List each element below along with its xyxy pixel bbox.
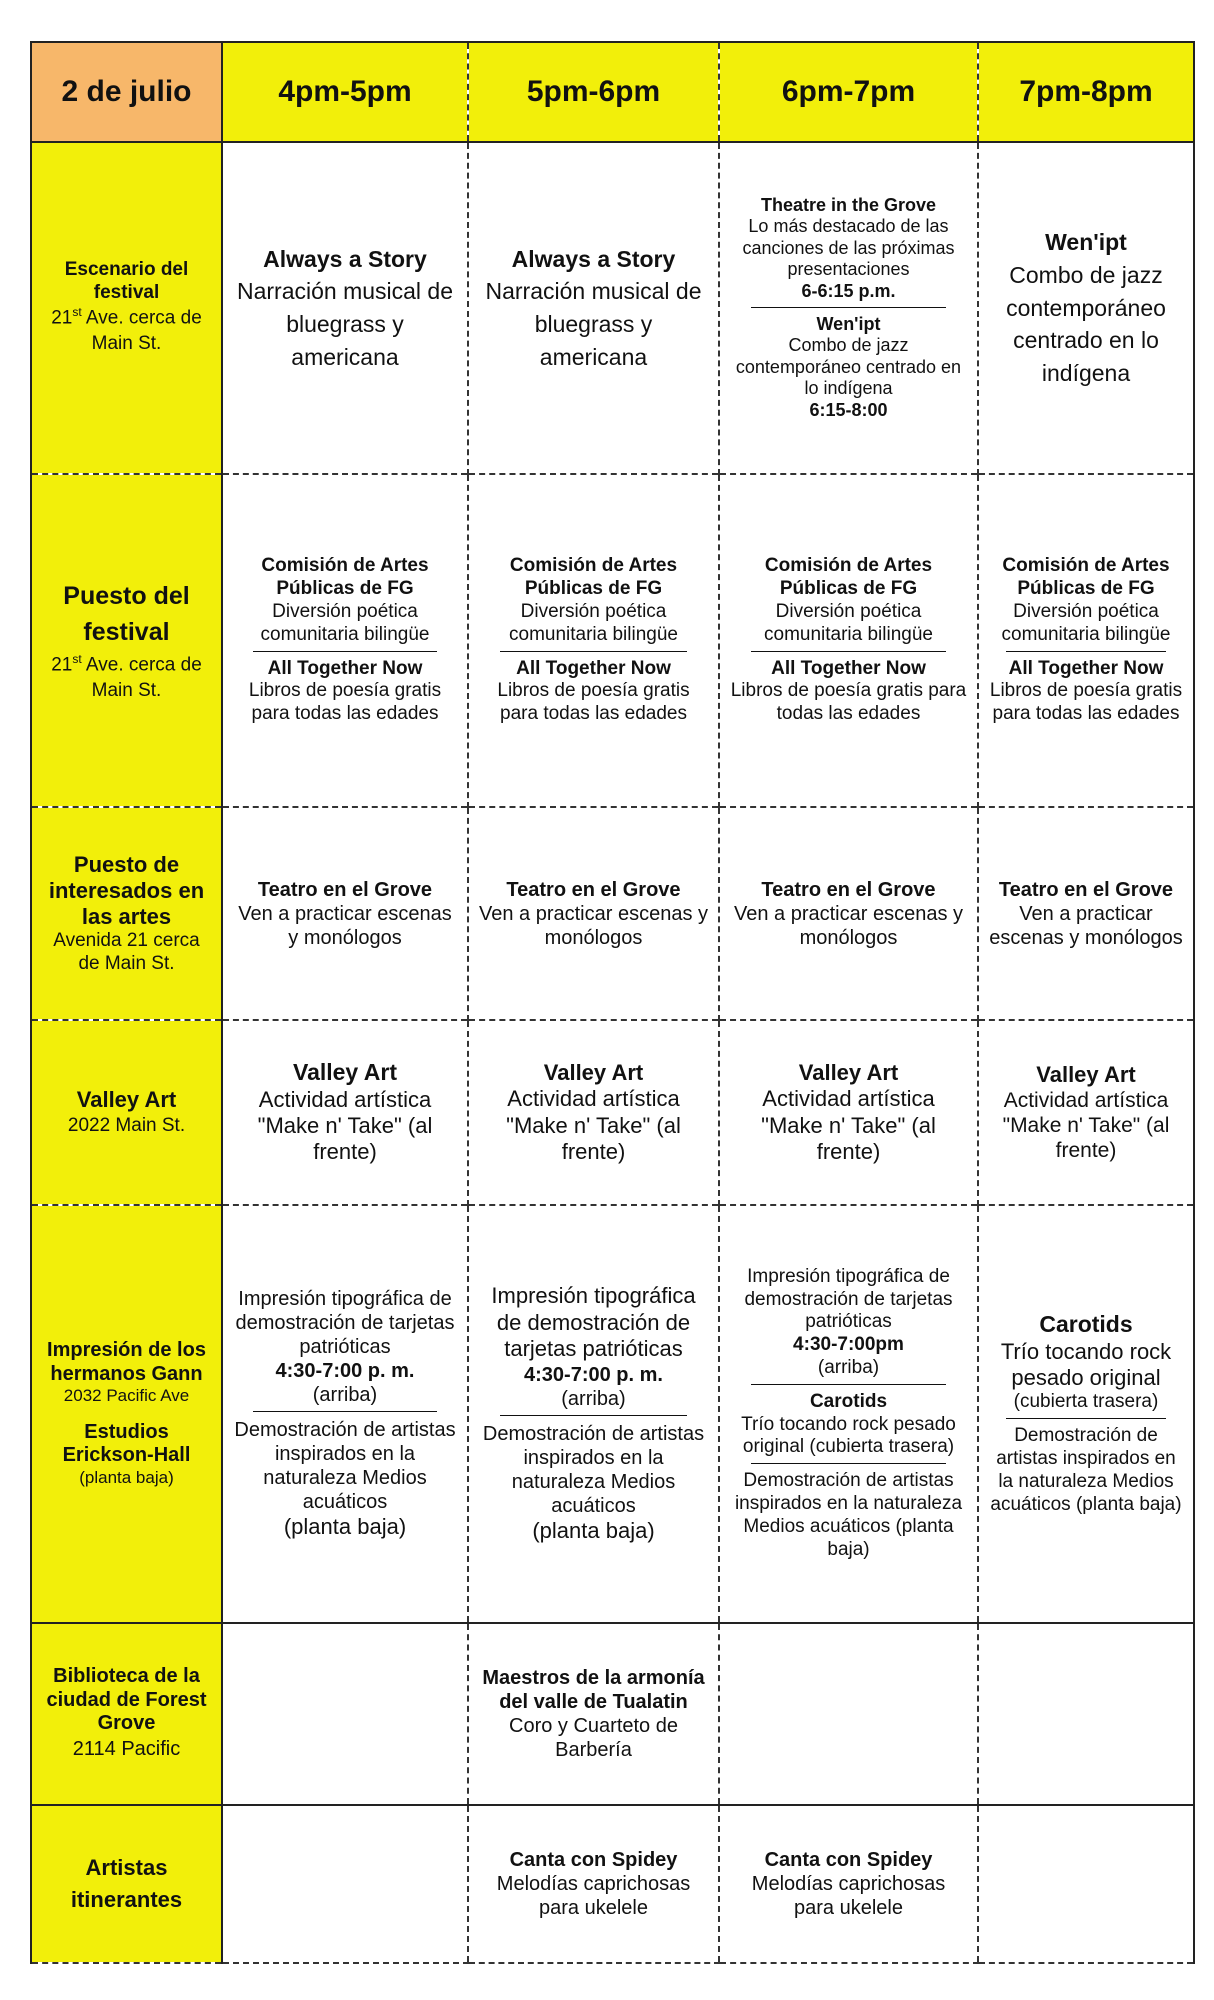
location-name-2: Estudios Erickson-Hall — [62, 1420, 191, 1467]
event-description: Actividad artística "Make n' Take" (al frente) — [257, 1086, 433, 1165]
event-cell — [978, 807, 1194, 1020]
event-title: Canta con Spidey — [509, 1848, 678, 1871]
location-name: Puesto de interesados en las artes — [48, 852, 205, 930]
divider — [253, 1411, 437, 1412]
event-description: Diversión poética comunitaria bilingüe — [764, 601, 933, 645]
divider — [751, 651, 945, 652]
event-cell — [222, 1205, 468, 1623]
event-description: Trío tocando rock pesado original (cubierta trasera) — [741, 1413, 956, 1458]
event-description: Coro y Cuarteto de Barbería — [509, 1714, 678, 1761]
event-cell — [978, 142, 1194, 474]
event-title: Carotids — [1039, 1310, 1133, 1337]
divider — [500, 1415, 688, 1416]
location-cell — [31, 807, 222, 1020]
address-ordinal: st — [72, 651, 82, 666]
event-title: Teatro en el Grove — [257, 878, 433, 901]
event-cell — [222, 142, 468, 474]
slot-header-3: 6pm-7pm — [719, 42, 978, 142]
event-cell-empty — [978, 1805, 1194, 1963]
location-address: 2114 Pacific — [72, 1737, 181, 1760]
event-description: Ven a practicar escenas y monólogos — [733, 902, 963, 949]
event-cell-empty — [222, 1805, 468, 1963]
address-street: Ave. cerca de Main St. — [81, 654, 202, 701]
event-note: (arriba) — [817, 1357, 880, 1379]
slot-header-1: 4pm-5pm — [222, 42, 468, 142]
divider — [500, 651, 688, 652]
event-time: 4:30-7:00 p. m. — [524, 1363, 663, 1386]
event-time: 6-6:15 p.m. — [801, 280, 896, 301]
row-artistas-itinerantes — [31, 1805, 1194, 1963]
event-description: Impresión tipográfica de demostración de tarjetas patrióticas — [744, 1265, 953, 1333]
event-description: Libros de poesía gratis para todas las edades — [248, 680, 442, 725]
event-description: Libros de poesía gratis para todas las edades — [497, 680, 690, 725]
event-title: Wen'ipt — [1045, 229, 1127, 256]
event-cell — [719, 1205, 978, 1623]
event-cell — [468, 142, 719, 474]
location-cell — [31, 142, 222, 474]
event-title: Valley Art — [543, 1059, 644, 1085]
event-title: Theatre in the Grove — [760, 194, 937, 215]
event-title: Teatro en el Grove — [506, 878, 681, 901]
event-description: Ven a practicar escenas y monólogos — [479, 902, 709, 949]
event-cell — [978, 1205, 1194, 1623]
location-cell — [31, 474, 222, 807]
event-title: Valley Art — [1036, 1061, 1136, 1087]
event-cell — [468, 1623, 719, 1805]
event-description: Impresión tipográfica de demostración de tarjetas patrióticas — [235, 1287, 455, 1358]
address-ordinal: st — [72, 305, 82, 320]
event-title: Maestros de la armonía del valle de Tualatin — [482, 1666, 705, 1713]
event-cell — [719, 1020, 978, 1204]
event-note: (planta baja) — [283, 1513, 407, 1539]
event-cell — [468, 1020, 719, 1204]
event-description: Lo más destacado de las canciones de las próximas presentaciones — [742, 216, 955, 280]
location-name: Valley Art — [76, 1086, 177, 1112]
event-cell — [719, 1805, 978, 1963]
event-description: Combo de jazz contemporáneo centrado en lo indígena — [735, 335, 962, 399]
location-address — [42, 304, 211, 357]
event-title: All Together Now — [267, 657, 423, 679]
event-cell-empty — [978, 1623, 1194, 1805]
divider — [751, 1463, 945, 1464]
location-address — [42, 651, 211, 704]
event-description: Diversión poética comunitaria bilingüe — [260, 601, 430, 645]
event-description: Actividad artística "Make n' Take" (al frente) — [761, 1086, 936, 1164]
event-description: Melodías caprichosas para ukelele — [751, 1872, 946, 1919]
divider — [1006, 1418, 1165, 1419]
event-note: (arriba) — [561, 1387, 626, 1410]
event-cell — [468, 1205, 719, 1623]
event-title: Comisión de Artes Públicas de FG — [1002, 555, 1170, 600]
event-cell — [468, 474, 719, 807]
event-title: Valley Art — [293, 1059, 397, 1086]
event-description: Demostración de artistas inspirados en la naturaleza Medios acuáticos — [234, 1418, 456, 1513]
divider — [751, 1384, 945, 1385]
location-note: (planta baja) — [79, 1467, 174, 1487]
row-impresion — [31, 1205, 1194, 1623]
event-cell — [719, 474, 978, 807]
event-cell — [222, 807, 468, 1020]
address-number: 21 — [51, 654, 73, 676]
event-title: Valley Art — [798, 1059, 899, 1085]
header-row — [31, 42, 1194, 142]
event-title: All Together Now — [771, 657, 926, 679]
location-name: Biblioteca de la ciudad de Forest Grove — [46, 1664, 207, 1735]
location-cell — [31, 1020, 222, 1204]
event-title: Comisión de Artes Públicas de FG — [261, 555, 429, 600]
location-name: Artistas itinerantes — [70, 1855, 183, 1912]
event-description: Trío tocando rock pesado original — [1000, 1338, 1172, 1390]
event-title: Teatro en el Grove — [998, 878, 1174, 901]
event-description: Diversión poética comunitaria bilingüe — [1001, 601, 1171, 645]
event-cell — [468, 1805, 719, 1963]
event-title: Comisión de Artes Públicas de FG — [764, 555, 933, 600]
event-cell-empty — [222, 1623, 468, 1805]
location-address: 2022 Main St. — [67, 1114, 186, 1136]
event-description: Demostración de artistas inspirados en la naturaleza Medios acuáticos (planta baja) — [990, 1425, 1182, 1515]
event-description: Narración musical de bluegrass y americana — [236, 278, 454, 370]
event-description: Actividad artística "Make n' Take" (al frente) — [506, 1086, 681, 1164]
event-time: 4:30-7:00 p. m. — [275, 1359, 415, 1382]
row-puesto-festival — [31, 474, 1194, 807]
event-title: All Together Now — [516, 657, 671, 679]
divider — [751, 307, 945, 308]
event-cell — [222, 474, 468, 807]
event-cell — [222, 1020, 468, 1204]
row-biblioteca — [31, 1623, 1194, 1805]
event-title: Always a Story — [263, 245, 427, 272]
event-time: 4:30-7:00pm — [793, 1334, 904, 1356]
event-description: Demostración de artistas inspirados en la naturaleza Medios acuáticos (planta baja) — [734, 1470, 963, 1560]
row-puesto-artes — [31, 807, 1194, 1020]
event-description: Demostración de artistas inspirados en la naturaleza Medios acuáticos — [482, 1422, 705, 1517]
divider — [253, 651, 437, 652]
event-title: Wen'ipt — [816, 313, 881, 334]
event-cell — [719, 142, 978, 474]
event-title: Teatro en el Grove — [761, 878, 936, 901]
slot-header-2: 5pm-6pm — [468, 42, 719, 142]
address-street: Ave. cerca de Main St. — [81, 307, 202, 355]
location-cell — [31, 1205, 222, 1623]
event-description: Impresión tipográfica de demostración de tarjetas patrióticas — [491, 1283, 696, 1362]
event-description: Combo de jazz contemporáneo centrado en lo indígena — [1006, 262, 1166, 387]
location-name: Puesto del festival — [63, 582, 190, 647]
event-note: (cubierta trasera) — [1013, 1391, 1159, 1413]
event-cell — [978, 474, 1194, 807]
location-name: Escenario del festival — [64, 259, 189, 303]
address-number: 21 — [51, 307, 73, 329]
date-header: 2 de julio — [31, 42, 222, 142]
location-address: 2032 Pacific Ave — [63, 1386, 190, 1406]
location-name: Impresión de los hermanos Gann — [47, 1339, 206, 1385]
row-valley-art — [31, 1020, 1194, 1204]
event-title: All Together Now — [1008, 657, 1164, 679]
event-note: (planta baja) — [532, 1517, 655, 1543]
location-address: Avenida 21 cerca de Main St. — [53, 930, 200, 974]
event-cell — [719, 807, 978, 1020]
row-escenario — [31, 142, 1194, 474]
event-note: (arriba) — [312, 1383, 378, 1406]
event-cell-empty — [719, 1623, 978, 1805]
slot-header-4: 7pm-8pm — [978, 42, 1194, 142]
location-cell — [31, 1805, 222, 1963]
event-cell — [468, 807, 719, 1020]
event-description: Ven a practicar escenas y monólogos — [238, 902, 452, 949]
schedule-table — [30, 41, 1195, 1964]
event-title: Canta con Spidey — [764, 1848, 933, 1871]
event-title: Always a Story — [511, 245, 676, 272]
event-description: Melodías caprichosas para ukelele — [496, 1872, 691, 1919]
location-cell — [31, 1623, 222, 1805]
event-cell — [978, 1020, 1194, 1204]
event-description: Actividad artística "Make n' Take" (al frente) — [1002, 1088, 1170, 1163]
event-description: Ven a practicar escenas y monólogos — [989, 902, 1183, 949]
event-time: 6:15-8:00 — [809, 399, 888, 420]
event-title: Carotids — [809, 1390, 888, 1412]
event-description: Libros de poesía gratis para todas las edades — [989, 680, 1183, 725]
event-description: Narración musical de bluegrass y americana — [485, 278, 702, 370]
event-description: Diversión poética comunitaria bilingüe — [509, 601, 678, 645]
event-title: Comisión de Artes Públicas de FG — [509, 555, 678, 600]
divider — [1006, 651, 1165, 652]
event-description: Libros de poesía gratis para todas las edades — [730, 680, 967, 725]
